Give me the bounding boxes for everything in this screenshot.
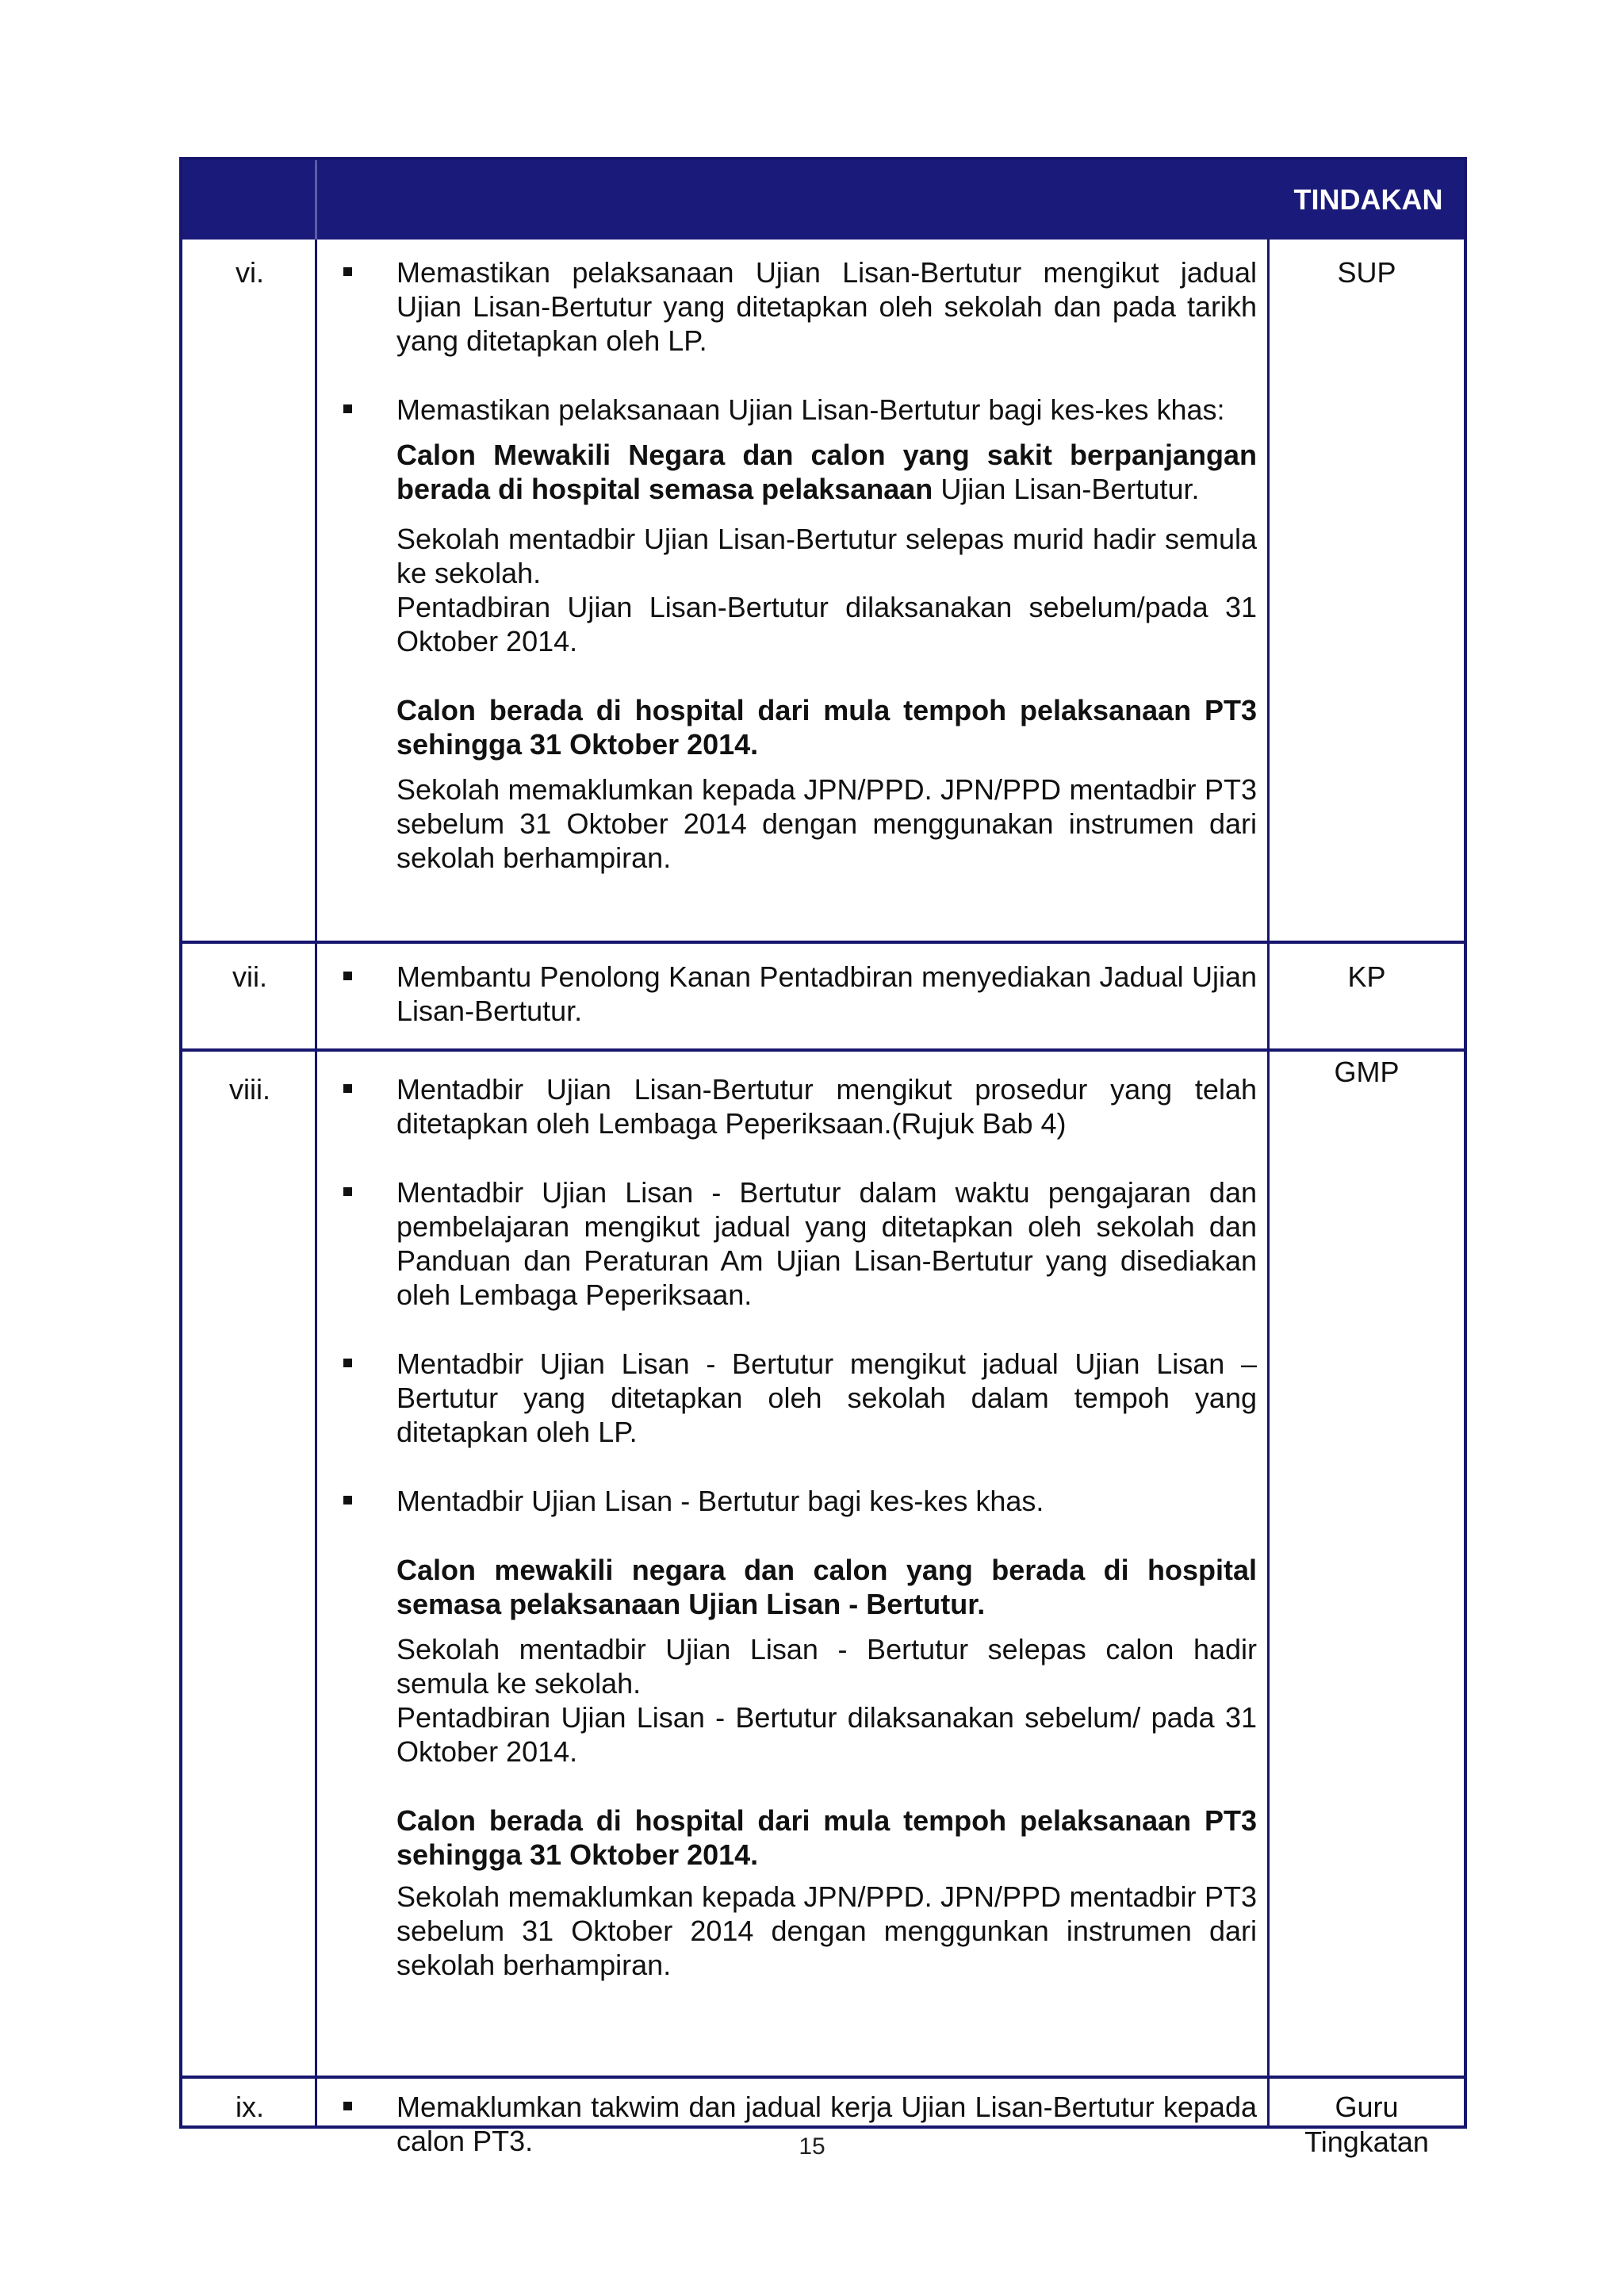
case-heading-bold: Calon Mewakili Negara dan calon yang sakit berpanjangan berada di hospital semasa pelaksanaan — [396, 439, 1257, 505]
row-content — [333, 960, 1257, 1028]
case-heading — [333, 438, 1257, 506]
bullet-item: Mentadbir Ujian Lisan - Bertutur mengikut jadual Ujian Lisan – Bertutur yang ditetapkan oleh sekolah dalam tempoh yang ditetapkan oleh LP. — [333, 1347, 1257, 1449]
row-content — [333, 1072, 1257, 1982]
bullet-item: Mentadbir Ujian Lisan - Bertutur bagi kes-kes khas. — [333, 1484, 1257, 1518]
row-number: ix. — [236, 2091, 264, 2123]
header-number-cell — [182, 160, 317, 240]
paragraph: Pentadbiran Ujian Lisan - Bertutur dilaksanakan sebelum/ pada 31 Oktober 2014. — [396, 1701, 1257, 1768]
row-number: viii. — [229, 1073, 270, 1106]
row-number: vii. — [232, 960, 267, 993]
row-separator — [182, 941, 1464, 944]
paragraph: Pentadbiran Ujian Lisan-Bertutur dilaksanakan sebelum/pada 31 Oktober 2014. — [396, 591, 1257, 657]
column-divider-action — [1267, 240, 1270, 2125]
column-divider-number — [315, 240, 317, 2125]
row-action: GMP — [1334, 1056, 1400, 1088]
row-separator — [182, 1048, 1464, 1052]
row-number: vi. — [236, 256, 264, 289]
case-heading: Calon berada di hospital dari mula tempoh pelaksanaan PT3 sehingga 31 Oktober 2014. — [396, 694, 1257, 761]
bullet-item: Memastikan pelaksanaan Ujian Lisan-Bertutur mengikut jadual Ujian Lisan-Bertutur yang ditetapkan oleh sekolah dan pada tarikh yang ditetapkan oleh LP. — [333, 255, 1257, 358]
row-separator — [182, 2076, 1464, 2079]
paragraph: Sekolah memaklumkan kepada JPN/PPD. JPN/PPD mentadbir PT3 sebelum 31 Oktober 2014 dengan menggunakan instrumen dari sekolah berhampiran. — [396, 773, 1257, 874]
bullet-item: Memastikan pelaksanaan Ujian Lisan-Bertutur bagi kes-kes khas: — [333, 393, 1257, 427]
case-heading: Calon berada di hospital dari mula tempoh pelaksanaan PT3 sehingga 31 Oktober 2014. — [396, 1804, 1257, 1871]
bullet-item: Mentadbir Ujian Lisan - Bertutur dalam waktu pengajaran dan pembelajaran mengikut jadual yang ditetapkan oleh sekolah dan Panduan dan Peraturan Am Ujian Lisan-Bertutur yang disediakan oleh Lembaga Peperiksaan. — [333, 1175, 1257, 1312]
bullet-item: Memaklumkan takwim dan jadual kerja Ujian Lisan-Bertutur kepada calon PT3. — [333, 2090, 1257, 2158]
paragraph: Sekolah memaklumkan kepada JPN/PPD. JPN/PPD mentadbir PT3 sebelum 31 Oktober 2014 dengan menggunkan instrumen dari sekolah berhampiran. — [396, 1880, 1257, 1981]
header-tindakan: TINDAKAN — [1293, 183, 1443, 216]
case-heading: Calon mewakili negara dan calon yang berada di hospital semasa pelaksanaan Ujian Lisan - Bertutur. — [396, 1554, 1257, 1620]
row-action: KP — [1347, 960, 1386, 993]
paragraph: Sekolah mentadbir Ujian Lisan-Bertutur selepas murid hadir semula ke sekolah. — [396, 523, 1257, 589]
case-heading-rest: Ujian Lisan-Bertutur. — [933, 473, 1200, 505]
bullet-item: Mentadbir Ujian Lisan-Bertutur mengikut prosedur yang telah ditetapkan oleh Lembaga Peperiksaan.(Rujuk Bab 4) — [333, 1072, 1257, 1140]
row-action: SUP — [1337, 256, 1396, 289]
bullet-item: Membantu Penolong Kanan Pentadbiran menyediakan Jadual Ujian Lisan-Bertutur. — [333, 960, 1257, 1028]
paragraph: Sekolah mentadbir Ujian Lisan - Bertutur selepas calon hadir semula ke sekolah. — [396, 1633, 1257, 1700]
table-header — [182, 160, 1464, 240]
row-action: Guru Tingkatan — [1304, 2091, 1429, 2158]
row-content — [333, 255, 1257, 875]
page-number: 15 — [799, 2133, 825, 2160]
